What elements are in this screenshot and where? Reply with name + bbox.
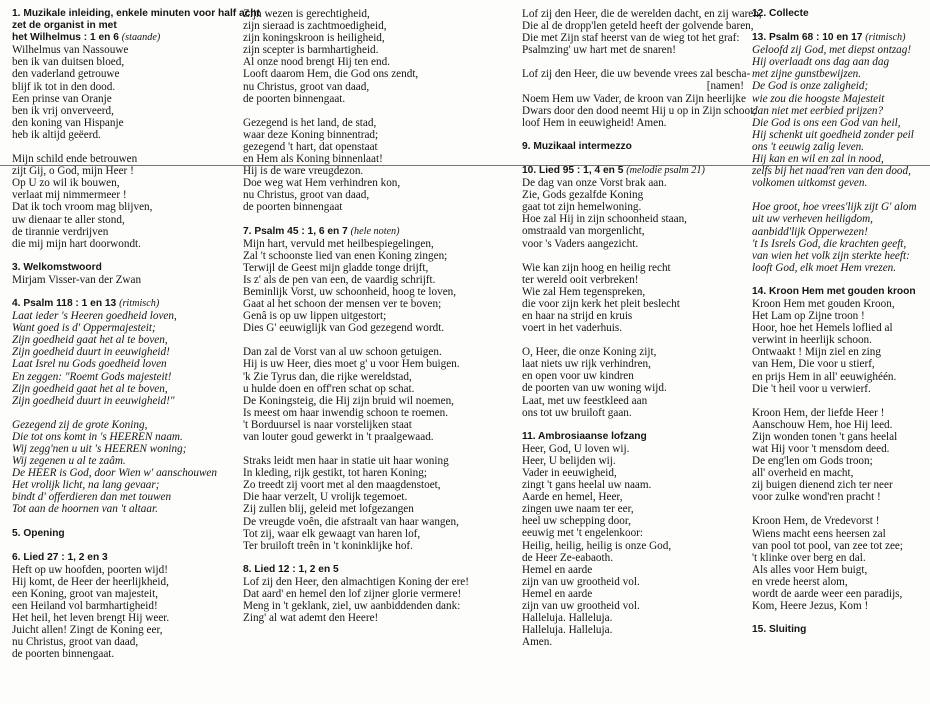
heading-title: 7. Psalm 45 : 1, 6 en 7 <box>243 225 348 237</box>
verse-line: waar deze Koning binnentrad; <box>243 128 379 141</box>
program-section <box>752 395 928 504</box>
section-heading <box>522 165 744 177</box>
column-3 <box>522 8 762 649</box>
section-spacer <box>243 552 503 564</box>
verse-line: Meng in 't geklank, ziel, uw aanbiddenden dank: <box>243 600 461 613</box>
verse-line: blijf ik tot in den dood. <box>12 80 116 93</box>
verse-line: bindt d' offerdieren dan met touwen <box>12 491 172 504</box>
verse-line: Geloofd zij God, met diepst ontzag! <box>752 44 912 57</box>
program-section <box>243 552 503 624</box>
verse-line: Zij zullen blij, geleid met lofgezangen <box>243 503 414 516</box>
verse-line: zijn koningskroon is heiligheid, <box>243 32 385 45</box>
section-spacer <box>522 334 744 346</box>
verse-line: Wij zegg'nen u uit 's HEEREN woning; <box>12 443 187 455</box>
verse-line: Wilhelmus van Nassouwe <box>12 44 129 57</box>
section-heading <box>243 226 503 238</box>
verse-line: Halleluja. Halleluja. <box>522 624 613 637</box>
verse-line: wat Hij voor 't mensdom deed. <box>752 443 890 455</box>
verse-line: Genâ is op uw lippen uitgestort; <box>243 310 387 323</box>
program-section <box>243 105 503 214</box>
verse-line: Het heil, het leven brengt Hij weer. <box>12 612 170 625</box>
section-heading <box>12 32 234 44</box>
heading-note: (ritmisch) <box>119 297 160 309</box>
heading-title: 15. Sluiting <box>752 624 807 636</box>
section-spacer <box>243 334 503 346</box>
verse-line: wie zou die hoogste Majesteit <box>752 92 885 105</box>
section-heading <box>752 286 928 298</box>
verse-line: Wie zal Hem tegenspreken, <box>522 285 646 298</box>
verse-line: all' overheid en macht, <box>752 467 854 480</box>
verse-line: ter wereld ooit verbreken! <box>522 273 639 286</box>
verse-line: Zijn goedheid gaat het al te boven, <box>12 334 168 347</box>
verse-line: Want goed is d' Oppermajesteit; <box>12 322 156 335</box>
verse-line: Straks leidt men haar in statie uit haar woning <box>243 455 449 468</box>
verse-line: zijn van uw grootheid vol. <box>522 600 640 613</box>
verse-line: heel uw schepping door, <box>522 515 631 528</box>
verse-line: de poorten binnengaat <box>243 201 343 214</box>
verse-line: O, Heer, die onze Koning zijt, <box>522 346 657 359</box>
verse-line: zingen uwe naam ter eer, <box>522 503 634 516</box>
section-spacer <box>752 612 928 624</box>
verse-line: ben ik van duitsen bloed, <box>12 56 125 69</box>
heading-note: (ritmisch) <box>865 32 906 44</box>
section-spacer <box>12 540 234 552</box>
verse-line: Die met Zijn staf heerst van de wieg tot het graf: <box>522 32 740 45</box>
verse-line: Hij is uw Heer, dies moet g' u voor Hem buigen. <box>243 358 460 371</box>
verse-line: Dat aard' en hemel den lof zijner glorie vermere! <box>243 588 462 601</box>
program-section <box>752 274 928 395</box>
verse-line: Dwars door den dood neemt Hij u op in Zijn schoot; <box>522 104 757 117</box>
verse-line: laat niets uw rijk verhindren, <box>522 358 651 371</box>
verse-line: ons tot uw bruiloft gaan. <box>522 406 632 419</box>
verse-line: verlaat mij nimmermeer ! <box>12 189 127 202</box>
heading-title: 4. Psalm 118 : 1 en 13 <box>12 297 117 309</box>
program-section <box>12 540 234 661</box>
verse-line: van pool tot pool, van zee tot zee; <box>752 539 903 552</box>
verse-line: Doe weg wat Hem verhindren kon, <box>243 177 401 190</box>
verse-line: Die haar verzelt, U vrolijk tegemoet. <box>243 491 408 504</box>
program-section <box>752 8 928 20</box>
program-section <box>522 129 744 153</box>
heading-title: zet de organist in met <box>12 20 117 32</box>
verse-line: uit uw verheven heiligdom, <box>752 213 873 226</box>
section-heading <box>12 20 234 32</box>
verse-line: 'k Zie Tyrus dan, die rijke wereldstad, <box>243 370 412 383</box>
verse-line: 't klinke over berg en dal. <box>752 551 866 564</box>
verse-line: de poorten van uw woning wijd. <box>522 382 667 395</box>
verse-line: Hij is de ware vreugdezon. <box>243 165 364 178</box>
verse-line: zingt 't gans heelal uw naam. <box>522 479 652 492</box>
verse-line: met zijne gunstbewijzen. <box>752 68 862 81</box>
verse-line: en open voor uw kindren <box>522 370 634 383</box>
program-section <box>522 334 744 419</box>
program-section <box>12 286 234 407</box>
verse-line: die voor zijn kerk het pleit beslecht <box>522 297 680 310</box>
verse-line: [namen! <box>706 80 744 93</box>
verse-line: Vader in eeuwigheid, <box>522 467 617 479</box>
verse-line: loof Hem in eeuwigheid! Amen. <box>522 116 667 129</box>
verse-line: een Heiland vol barmhartigheid! <box>12 600 158 613</box>
section-heading <box>522 141 744 153</box>
program-section <box>243 334 503 443</box>
verse-line: Laat ieder 's Heeren goedheid loven, <box>12 310 177 323</box>
verse-line: Zie, Gods gezalfde Koning <box>522 189 644 202</box>
verse-line: Tot zij, waar elk gewaagt van haren lof, <box>243 527 421 540</box>
verse-line: Lof zij den Heer, den almachtigen Koning der ere! <box>243 575 470 588</box>
verse-line: zijn van uw grootheid vol. <box>522 575 640 588</box>
verse-line: Halleluja. Halleluja. <box>522 612 613 625</box>
verse-line: eeuwig met 't engelenkoor: <box>522 527 643 540</box>
section-heading <box>752 32 928 44</box>
heading-title: 3. Welkomstwoord <box>12 261 102 273</box>
verse-line: De HEER is God, door Wien w' aanschouwen <box>12 467 217 480</box>
column-1 <box>12 8 260 661</box>
column-4 <box>752 8 928 636</box>
verse-line: Die tot ons komt in 's HEEREN naam. <box>12 430 183 443</box>
verse-line: Hij schenkt uit goedheid zonder peil <box>752 128 914 141</box>
section-spacer <box>522 56 744 68</box>
verse-line: dan niet met eerbied prijzen? <box>752 104 884 117</box>
section-spacer <box>522 250 744 262</box>
verse-line: Mijn schild ende betrouwen <box>12 153 138 166</box>
section-spacer <box>752 189 928 201</box>
verse-line: Heft op uw hoofden, poorten wijd! <box>12 563 168 576</box>
verse-line: van Hem, Die voor u stierf, <box>752 358 875 371</box>
heading-title: 12. Collecte <box>752 8 809 19</box>
verse-line: Aanschouw Hem, hoe Hij leed. <box>752 418 893 431</box>
verse-line: een Koning, groot van majesteit, <box>12 587 159 600</box>
verse-line: De Koningsteig, die Hij zijn bruid wil noemen, <box>243 394 454 407</box>
verse-line: zijt Gij, o God, mijn Heer ! <box>12 165 134 178</box>
section-heading <box>12 528 234 540</box>
verse-line: aanbidd'lijk Opperwezen! <box>752 225 868 238</box>
verse-line: Het vrolijk licht, na lang gevaar; <box>12 479 160 492</box>
program-section <box>12 407 234 516</box>
section-spacer <box>12 250 234 262</box>
verse-line: heb ik altijd geëerd. <box>12 128 101 141</box>
program-section <box>12 516 234 540</box>
verse-line: Hij komt, de Heer der heerlijkheid, <box>12 575 169 588</box>
verse-line: van louter goud gewerkt in 't praalgewaad. <box>243 431 434 443</box>
verse-line: u hulde doen en off'ren schat op schat. <box>243 382 415 395</box>
section-spacer <box>752 274 928 286</box>
verse-line: Tot aan de hoornen van 't altaar. <box>12 503 158 516</box>
verse-line: Als alles voor Hem buigt, <box>752 563 868 576</box>
verse-line: wordt de aarde weer een paradijs, <box>752 588 903 601</box>
section-spacer <box>243 443 503 455</box>
verse-line: Mirjam Visser-van der Zwan <box>12 273 142 286</box>
program-section <box>243 443 503 552</box>
verse-line: Is z' als de pen van een, de vaardig schrijft. <box>243 273 436 286</box>
section-spacer <box>522 419 744 431</box>
verse-line: van wien het volk zijn sterkte heeft: <box>752 249 910 262</box>
verse-line: Terwijl de Geest mijn gladde tonge drijft, <box>243 261 429 274</box>
program-section <box>12 250 234 286</box>
program-section <box>12 32 234 141</box>
verse-line: Kroon Hem, der liefde Heer ! <box>752 406 885 419</box>
heading-title: 14. Kroon Hem met gouden kroon <box>752 285 916 297</box>
verse-line: 't Borduursel is naar vorstelijken staat <box>243 418 412 431</box>
verse-line: De God is onze zaligheid; <box>752 80 869 93</box>
verse-line: ben ik vrij onverveerd, <box>12 104 114 117</box>
section-spacer <box>752 395 928 407</box>
program-section <box>12 8 260 20</box>
section-spacer <box>243 105 503 117</box>
section-spacer <box>12 286 234 298</box>
column-2 <box>243 8 503 624</box>
verse-line: Laat, met uw feestkleed aan <box>522 394 648 407</box>
verse-line: looft God, elk moet Hem vrezen. <box>752 261 897 274</box>
verse-line: de Heer Ze-eabaoth. <box>522 551 613 564</box>
verse-line: Die God is ons een God van heil, <box>752 116 901 129</box>
verse-line: en Hem als Koning binnenlaat! <box>243 153 383 166</box>
verse-line: Gezegend zij de grote Koning, <box>12 418 148 431</box>
section-spacer <box>12 516 234 528</box>
verse-line: zij buigen dienend zich ter neer <box>752 479 893 492</box>
verse-line: den vaderland getrouwe <box>12 68 120 81</box>
verse-line: de poorten binnengaat. <box>243 92 346 105</box>
section-heading <box>12 8 260 20</box>
heading-title: 1. Muzikale inleiding, enkele minuten voor half acht <box>12 8 260 19</box>
verse-line: voert in het vaderhuis. <box>522 322 623 335</box>
verse-line: die mij mijn hart doorwondt. <box>12 237 141 250</box>
verse-line: Dan zal de Vorst van al uw schoon getuigen. <box>243 346 442 359</box>
verse-line: Kroon Hem met gouden Kroon, <box>752 297 895 310</box>
verse-line: nu Christus, groot van daad, <box>12 636 139 649</box>
section-heading <box>243 564 503 576</box>
heading-title: 9. Muzikaal intermezzo <box>522 140 632 152</box>
program-section <box>243 214 503 335</box>
verse-line: Hoor, hoe het Hemels loflied al <box>752 322 893 335</box>
verse-line: de poorten binnengaat. <box>12 648 115 661</box>
heading-title: 5. Opening <box>12 527 65 539</box>
heading-title: 13. Psalm 68 : 10 en 17 <box>752 32 863 44</box>
verse-line: Gezegend is het land, de stad, <box>243 116 377 129</box>
heading-note: (melodie psalm 21) <box>626 164 705 176</box>
verse-line: De dag van onze Vorst brak aan. <box>522 177 667 190</box>
section-spacer <box>12 407 234 419</box>
verse-line: Psalmzing' uw hart met de snaren! <box>522 44 676 57</box>
verse-line: Al onze nood brengt Hij ten end. <box>243 56 390 69</box>
verse-line: Kroon Hem, de Vredevorst ! <box>752 515 880 528</box>
heading-note: (staande) <box>121 32 161 44</box>
verse-line: Op U zo wil ik bouwen, <box>12 177 120 190</box>
verse-line: omstraald van morgenlicht, <box>522 225 645 238</box>
section-heading <box>12 552 234 564</box>
verse-line: voor zulke wond'ren pracht ! <box>752 491 881 504</box>
program-section <box>522 153 744 250</box>
verse-line: Heer, God, U loven wij. <box>522 442 630 455</box>
verse-line: Ontwaakt ! Mijn ziel en zing <box>752 346 881 359</box>
verse-line: Hoe groot, hoe vrees'lijk zijt G' alom <box>752 201 917 214</box>
verse-line: Die 't heil voor u verwierf. <box>752 382 871 395</box>
verse-line: zijn scepter is barmhartigheid. <box>243 44 379 57</box>
verse-line: Heer, U belijden wij. <box>522 454 616 467</box>
verse-line: Lof zij den Heer, die uw bevende vrees zal bescha- <box>522 68 751 81</box>
verse-line: Zijn wonden tonen 't gans heelal <box>752 430 898 443</box>
section-heading <box>522 431 744 443</box>
program-section <box>12 20 234 32</box>
verse-line: Zo treedt zij voort met al den maagdenstoet, <box>243 479 441 492</box>
verse-line: Dies G' eeuwiglijk van God gezegend wordt. <box>243 322 445 335</box>
verse-line: Wiens macht eens heersen zal <box>752 527 886 540</box>
verse-line: Amen. <box>522 636 553 649</box>
verse-line: en prijs Hem in all' eeuwighéén. <box>752 370 897 383</box>
section-spacer <box>12 141 234 153</box>
verse-line: Lof zij den Heer, die de werelden dacht, en zij waren, <box>522 8 762 20</box>
verse-line: Wij zegenen u al te zaâm. <box>12 455 126 468</box>
verse-line: Zijn goedheid duurt in eeuwigheid! <box>12 346 170 359</box>
verse-line: nu Christus, groot van daad, <box>243 80 370 93</box>
verse-line: verwint in heerlijk schoon. <box>752 334 872 347</box>
verse-line: Hij kan en wil en zal in nood, <box>752 153 884 166</box>
verse-line: Zijn goedheid gaat het al te boven, <box>12 382 168 395</box>
section-spacer <box>522 129 744 141</box>
heading-title: 11. Ambrosiaanse lofzang <box>522 430 647 442</box>
verse-line: In kleding, rijk gestikt, tot haren Koning; <box>243 467 427 480</box>
program-section <box>752 189 928 274</box>
verse-line: Juicht allen! Zingt de Koning eer, <box>12 624 163 637</box>
verse-line: gaat tot zijn hemelwoning. <box>522 201 642 214</box>
verse-line: Ter bruiloft treên in 't koninklijke hof. <box>243 539 413 552</box>
verse-line: De eng'len om Gods troon; <box>752 455 873 468</box>
verse-line: Mijn hart, vervuld met heilbespiegelingen, <box>243 237 434 250</box>
verse-line: Laat Isrel nu Gods goedheid loven <box>12 358 167 371</box>
verse-line: Gaat al het schoon der mensen ver te boven; <box>243 298 442 311</box>
verse-line: Het Lam op Zijne troon ! <box>752 310 865 323</box>
verse-line: en haar na strijd en kruis <box>522 309 633 322</box>
program-section <box>12 141 234 250</box>
verse-line: Zijn goedheid duurt in eeuwigheid!" <box>12 394 175 407</box>
section-spacer <box>522 153 744 165</box>
verse-line: volkomen uitkomst geven. <box>752 177 868 190</box>
section-spacer <box>752 20 928 32</box>
program-section <box>752 20 928 189</box>
verse-line: gezegend 't hart, dat openstaat <box>243 140 378 153</box>
verse-line: ons 't eeuwig zalig leven. <box>752 140 865 153</box>
verse-line: de tirannie verdrijven <box>12 225 109 238</box>
verse-line: Zijn wezen is gerechtigheid, <box>243 8 370 20</box>
verse-line: Zing' al wat ademt den Heere! <box>243 612 379 625</box>
verse-line: Dat ik toch vroom mag blijven, <box>12 201 153 214</box>
verse-line: zijn sieraad is zachtmoedigheid, <box>243 20 387 33</box>
verse-line: De vreugde voên, die afstraalt van haar wangen, <box>243 515 459 528</box>
program-section <box>243 8 503 105</box>
heading-title: het Wilhelmus : 1 en 6 <box>12 32 119 44</box>
section-heading <box>752 8 928 20</box>
verse-line: Looft daarom Hem, die God ons zendt, <box>243 68 419 81</box>
section-spacer <box>243 214 503 226</box>
section-heading <box>752 624 928 636</box>
verse-line: En zeggen: "Roemt Gods majesteit! <box>12 370 172 383</box>
verse-line: Hemel en aarde <box>522 587 593 600</box>
program-section <box>522 56 757 129</box>
program-section <box>522 250 744 335</box>
verse-line: Een prinse van Oranje <box>12 92 112 105</box>
program-section <box>752 612 928 636</box>
verse-line: Hij overlaadt ons dag aan dag <box>752 56 890 69</box>
program-section <box>522 8 762 57</box>
section-heading <box>12 298 234 310</box>
verse-line: en vrede heerst alom, <box>752 575 848 588</box>
verse-line: Hemel en aarde <box>522 563 593 576</box>
heading-note: (hele noten) <box>350 225 400 237</box>
verse-line: voor 's Vaders aangezicht. <box>522 237 639 250</box>
verse-line: Hoe zal Hij in zijn schoonheid staan, <box>522 213 687 226</box>
section-spacer <box>752 503 928 515</box>
verse-line: Beminlijk Vorst, uw schoonheid, hoog te loven, <box>243 285 457 298</box>
verse-line: uw dienaar te aller stond, <box>12 213 125 226</box>
heading-title: 10. Lied 95 : 1, 4 en 5 <box>522 164 624 176</box>
section-heading <box>12 262 234 274</box>
verse-line: Zal 't schoonste lied van enen Koning zingen; <box>243 249 448 262</box>
verse-line: Die al de dropp'len geteld heeft der golvende baren, <box>522 20 754 33</box>
verse-line: Aarde en hemel, Heer, <box>522 491 623 504</box>
verse-line: zelfs bij het naad'ren van den dood, <box>752 165 911 178</box>
verse-line: Wie kan zijn hoog en heilig recht <box>522 261 671 274</box>
verse-line: nu Christus, groot van daad, <box>243 189 370 202</box>
verse-line: Heilig, heilig, heilig is onze God, <box>522 539 672 552</box>
heading-title: 8. Lied 12 : 1, 2 en 5 <box>243 563 339 575</box>
program-section <box>522 419 744 649</box>
program-section <box>752 503 928 612</box>
verse-line: Is meest om haar inwendig schoon te roemen. <box>243 406 449 419</box>
verse-line: den koning van Hispanje <box>12 116 124 129</box>
verse-line: 't Is Isrels God, die krachten geeft, <box>752 237 907 250</box>
heading-title: 6. Lied 27 : 1, 2 en 3 <box>12 551 108 563</box>
verse-line: Kom, Heere Jezus, Kom ! <box>752 600 869 613</box>
verse-line: Noem Hem uw Vader, de kroon van Zijn heerlijke <box>522 92 746 105</box>
